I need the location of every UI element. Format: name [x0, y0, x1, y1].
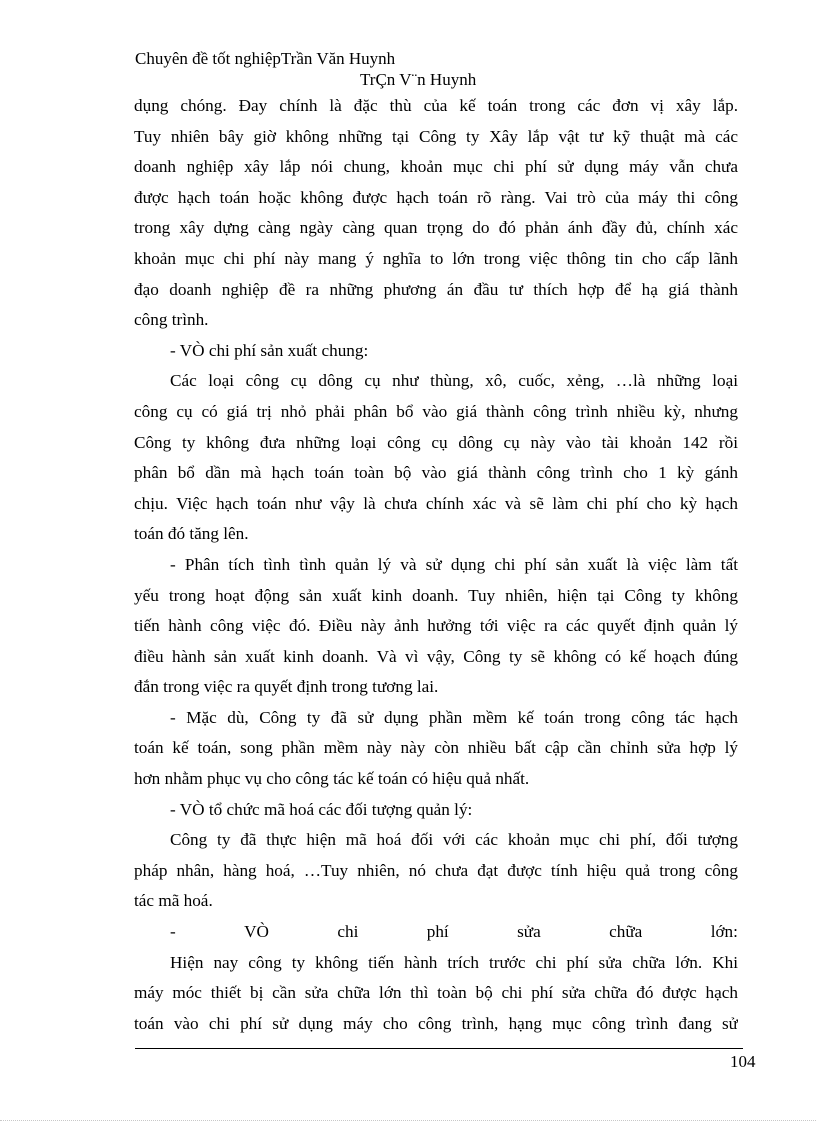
spread-word: lớn: — [710, 922, 738, 942]
text-line: Công ty đã thực hiện mã hoá đối với các khoản mục chi phí, đối tượng — [170, 830, 738, 850]
section-heading-spread — [134, 917, 738, 948]
text-line: pháp nhân, hàng hoá, …Tuy nhiên, nó chưa đạt được tính hiệu quả trong công — [134, 860, 738, 880]
text-line: điều hành sản xuất kinh doanh. Và vì vậy, Công ty sẽ không có kế hoạch đúng — [134, 646, 738, 666]
running-header: Chuyên đề tốt nghiệpTrần Văn Huynh — [135, 49, 396, 68]
page-boundary-line — [0, 1120, 816, 1121]
spread-word: VÒ — [244, 922, 269, 942]
running-header-duplicate: TrÇn V¨n Huynh — [360, 70, 477, 89]
text-line: Các loại công cụ dông cụ như thùng, xô, cuốc, xẻng, …là những loại — [170, 371, 738, 391]
text-line: Hiện nay công ty không tiến hành trích trước chi phí sửa chữa lớn. Khi — [170, 952, 738, 972]
text-line: đắn trong việc ra quyết định trong tương lai. — [134, 677, 439, 697]
spread-word: chi — [337, 922, 359, 942]
text-line: dụng chóng. Đay chính là đặc thù của kế toán trong các đơn vị xây lắp. — [134, 96, 738, 115]
section-heading: - VÒ tổ chức mã hoá các đối tượng quản lý: — [170, 799, 473, 819]
text-line: hơn nhằm phục vụ cho công tác kế toán có hiệu quả nhất. — [134, 769, 530, 789]
text-line: trong xây dựng càng ngày càng quan trọng do đó phản ánh đầy đủ, chính xác — [134, 218, 738, 238]
text-line: toán kế toán, song phần mềm này này còn nhiều bất cập cần chỉnh sửa hợp lý — [134, 738, 738, 758]
text-line: toán đó tăng lên. — [134, 524, 249, 544]
section-heading: - VÒ chi phí sản xuất chung: — [170, 340, 369, 360]
text-line: - Phân tích tình tình quản lý và sử dụng chi phí sản xuất là việc làm tất — [170, 554, 738, 574]
text-line: công cụ có giá trị nhỏ phải phân bổ vào giá thành công trình nhiều kỳ, nhưng — [134, 401, 738, 421]
text-line: công trình. — [134, 310, 209, 330]
spread-word: - — [170, 922, 176, 942]
footer-rule — [135, 1048, 743, 1049]
text-line: đạo doanh nghiệp đề ra những phương án đầu tư thích hợp để hạ giá thành — [134, 279, 738, 299]
text-line: - Mặc dù, Công ty đã sử dụng phần mềm kế toán trong công tác hạch — [170, 707, 738, 727]
text-line: yếu trong hoạt động sản xuất kinh doanh. Tuy nhiên, hiện tại Công ty không — [134, 585, 738, 605]
page-number: 104 — [730, 1052, 756, 1071]
page-body — [134, 91, 738, 1039]
text-line: khoản mục chi phí này mang ý nghĩa to lớn trong việc thông tin cho cấp lãnh — [134, 248, 738, 268]
text-line: Tuy nhiên bây giờ không những tại Công ty Xây lắp vật tư kỹ thuật mà các — [134, 126, 738, 146]
text-line: tiến hành công việc đó. Điều này ảnh hưởng tới việc ra các quyết định quản lý — [134, 616, 738, 636]
text-line: tác mã hoá. — [134, 891, 213, 911]
spread-word: chữa — [609, 922, 643, 942]
spread-word: phí — [426, 922, 449, 942]
text-line: Công ty không đưa những loại công cụ dông cụ này vào tài khoản 142 rồi — [134, 432, 738, 452]
spread-word: sửa — [517, 922, 541, 942]
text-line: phân bổ dần mà hạch toán toàn bộ vào giá thành công trình cho 1 kỳ gánh — [134, 463, 738, 483]
text-line: chịu. Việc hạch toán như vậy là chưa chính xác và sẽ làm chi phí cho kỳ hạch — [134, 493, 738, 513]
text-line: được hạch toán hoặc không được hạch toán rõ ràng. Vai trò của máy thi công — [134, 187, 738, 207]
text-line: toán vào chi phí sử dụng máy cho công trình, hạng mục công trình đang sử — [134, 1013, 738, 1033]
text-line: máy móc thiết bị cần sửa chữa lớn thì toàn bộ chi phí sửa chữa đó được hạch — [134, 983, 738, 1003]
text-line: doanh nghiệp xây lắp nói chung, khoản mục chi phí sử dụng máy vẫn chưa — [134, 157, 738, 177]
